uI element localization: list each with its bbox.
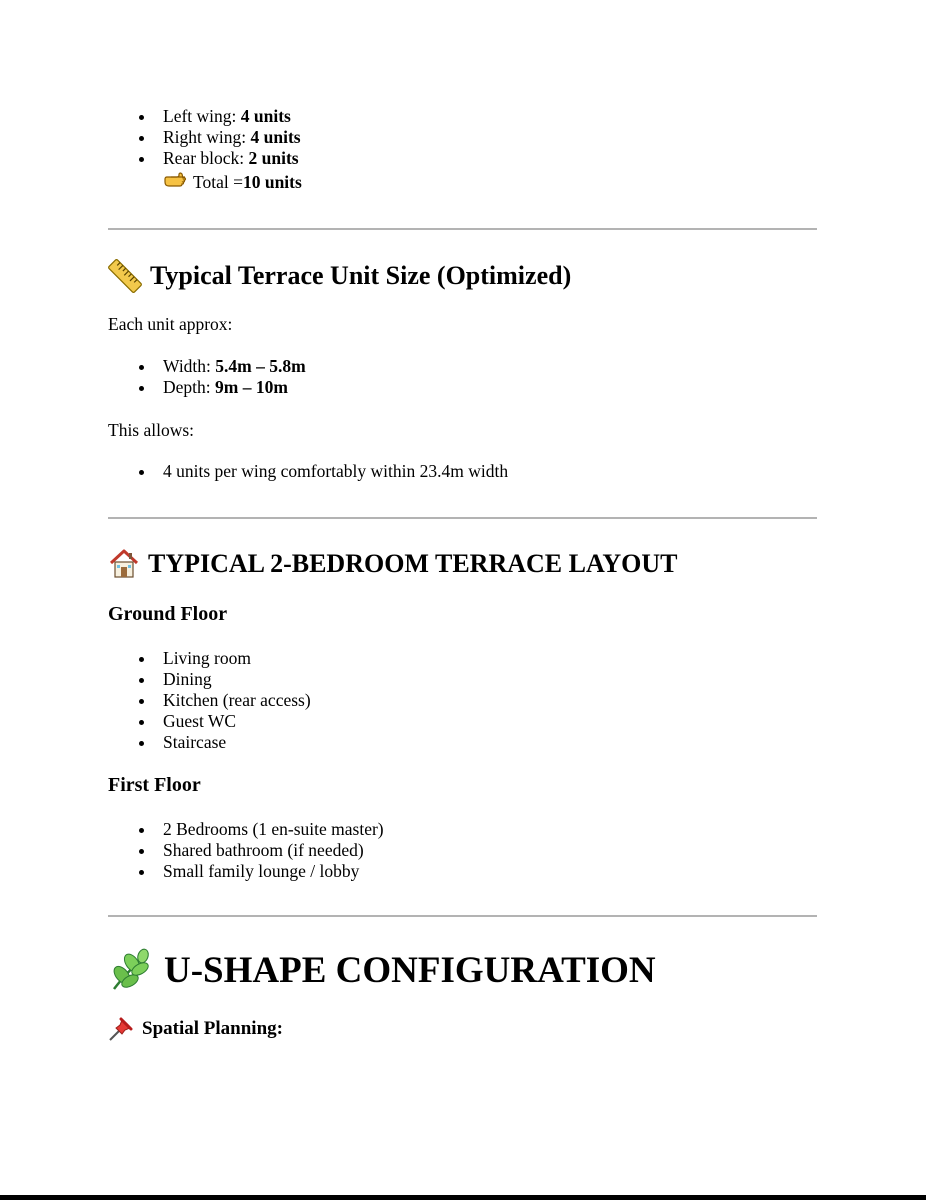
divider [108, 517, 817, 519]
bullet [139, 849, 144, 854]
unit-size-heading [108, 259, 571, 293]
item-text: Dining [163, 669, 212, 689]
list-item [135, 819, 384, 840]
item-label: Rear block: [163, 148, 249, 168]
heading-text: U-SHAPE CONFIGURATION [164, 949, 656, 991]
divider [108, 228, 817, 230]
bullet [139, 870, 144, 875]
bullet [139, 470, 144, 475]
page-bottom-border [0, 1195, 926, 1200]
item-text: 4 units per wing comfortably within 23.4m width [163, 461, 509, 481]
list-item [135, 377, 306, 398]
list-item [135, 461, 508, 482]
layout-heading [108, 548, 677, 580]
item-label: Width: [163, 356, 216, 376]
ground-floor-list [135, 648, 311, 753]
pushpin-icon [108, 1016, 134, 1042]
house-icon [108, 548, 140, 580]
item-text: 2 Bedrooms (1 en-suite master) [163, 819, 384, 839]
bullet [139, 828, 144, 833]
list-item [135, 106, 301, 127]
heading-text: TYPICAL 2-BEDROOM TERRACE LAYOUT [148, 549, 678, 578]
bullet [139, 699, 144, 704]
bullet [139, 657, 144, 662]
item-text: Small family lounge / lobby [163, 861, 360, 881]
divider [108, 915, 817, 917]
item-text: Staircase [163, 732, 227, 752]
leaf-icon [108, 947, 154, 993]
list-item [135, 840, 384, 861]
list-item [135, 669, 311, 690]
intro-text: Each unit approx: [108, 314, 233, 334]
bullet [139, 136, 144, 141]
item-value: 2 units [248, 148, 299, 168]
bullet [139, 157, 144, 162]
item-label: Right wing: [163, 127, 251, 147]
item-label: Left wing: [163, 106, 241, 126]
allows-list [135, 461, 508, 482]
bullet [139, 720, 144, 725]
item-text: Kitchen (rear access) [163, 690, 311, 710]
bullet [139, 115, 144, 120]
bullet [139, 678, 144, 683]
total-value: 10 units [242, 172, 302, 192]
list-item [135, 356, 306, 377]
first-floor-list [135, 819, 384, 882]
list-item [135, 648, 311, 669]
total-label: Total = [193, 172, 243, 192]
ruler-icon [108, 259, 142, 293]
list-item [135, 732, 311, 753]
bullet [139, 365, 144, 370]
bullet [139, 386, 144, 391]
spatial-planning-subheading [108, 1016, 283, 1042]
item-label: Depth: [163, 377, 216, 397]
allows-text: This allows: [108, 420, 195, 440]
first-floor-title: First Floor [108, 774, 201, 796]
total-line [163, 171, 302, 194]
list-item [135, 690, 311, 711]
list-item [135, 711, 311, 732]
subheading-text: Spatial Planning: [142, 1018, 283, 1039]
item-text: Living room [163, 648, 251, 668]
list-item [135, 148, 301, 169]
bullet [139, 741, 144, 746]
item-value: 5.4m – 5.8m [215, 356, 306, 376]
u-shape-heading [108, 947, 656, 993]
list-item [135, 861, 384, 882]
item-text: Shared bathroom (if needed) [163, 840, 364, 860]
item-text: Guest WC [163, 711, 237, 731]
item-value: 4 units [240, 106, 291, 126]
pointing-hand-icon [163, 171, 193, 194]
ground-floor-title: Ground Floor [108, 603, 228, 625]
item-value: 4 units [250, 127, 301, 147]
units-list [135, 106, 301, 169]
heading-text: Typical Terrace Unit Size (Optimized) [150, 261, 572, 290]
dimensions-list [135, 356, 306, 398]
item-value: 9m – 10m [215, 377, 288, 397]
list-item [135, 127, 301, 148]
